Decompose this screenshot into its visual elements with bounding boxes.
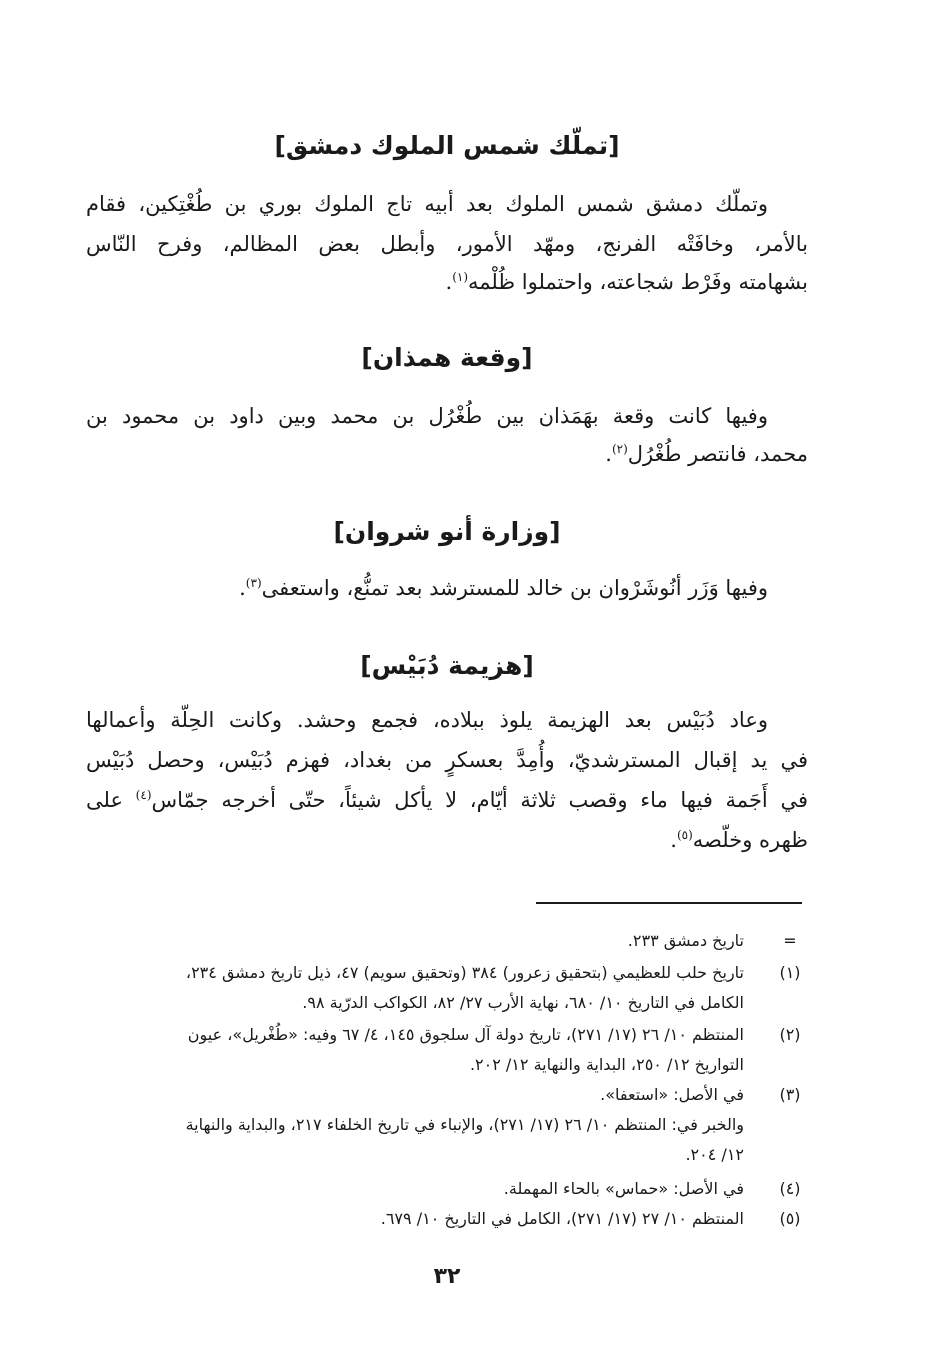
footnote-text: في الأصل: «حماس» بالحاء المهملة. bbox=[503, 1179, 744, 1198]
footnote-text: الكامل في التاريخ ١٠/ ٦٨٠، نهاية الأرب ٢٧/ ٨٢، الكواكب الدرّية ٩٨. bbox=[302, 993, 744, 1012]
page-number: ٣٢ bbox=[433, 1264, 461, 1289]
footnote-ref: (٣) bbox=[245, 576, 262, 590]
footnote-number: (١) bbox=[779, 963, 801, 982]
paragraph-line: بشهامته وفَرْط شجاعته، واحتملوا ظُلْمه$^{(١)}$. bbox=[445, 270, 808, 294]
paragraph-line: ظهره وخلّصه$^{(٥)}$. bbox=[670, 828, 808, 852]
footnote-ref: (٥) bbox=[676, 828, 693, 842]
section-heading: [هزيمة دُبَيْس] bbox=[360, 651, 534, 680]
footnote-divider bbox=[536, 902, 802, 904]
section-heading: [وقعة همذان] bbox=[361, 343, 533, 372]
footnote-number: (٣) bbox=[779, 1085, 801, 1104]
footnote-number: (٢) bbox=[779, 1025, 801, 1044]
paragraph-text: ظهره وخلّصه bbox=[692, 828, 808, 852]
paragraph-line: وتملّك دمشق شمس الملوك بعد أبيه تاج الملوك بوري بن طُغْتِكين، فقام bbox=[86, 192, 768, 216]
footnote-text: ١٢/ ٢٠٤. bbox=[685, 1145, 744, 1164]
section-heading: [تملّك شمس الملوك دمشق] bbox=[274, 131, 620, 160]
book-page bbox=[86, 0, 808, 1368]
paragraph-line: في يد إقبال المسترشديّ، وأُمِدَّ بعسكرٍ من بغداد، فهزم دُبَيْس، وحصل دُبَيْس bbox=[86, 748, 808, 772]
footnote-text: والخبر في: المنتظم ١٠/ ٢٦ (١٧/ ٢٧١)، والإنباء في تاريخ الخلفاء ٢١٧، والبداية والنهاية bbox=[185, 1115, 744, 1134]
footnote-text: المنتظم ١٠/ ٢٦ (١٧/ ٢٧١)، تاريخ دولة آل سلجوق ١٤٥، ٤/ ٦٧ وفيه: «طُغْريل»، عيون bbox=[187, 1025, 744, 1044]
footnote-number: (٥) bbox=[779, 1209, 801, 1228]
paragraph-text: محمد، فانتصر طُغْرُل bbox=[627, 442, 808, 466]
footnote-text: تاريخ حلب للعظيمي (بتحقيق زعرور) ٣٨٤ (وتحقيق سويم) ٤٧، ذيل تاريخ دمشق ٢٣٤، bbox=[185, 963, 744, 982]
footnote-ref: (٤) bbox=[135, 788, 152, 802]
paragraph-line: محمد، فانتصر طُغْرُل$^{(٢)}$. bbox=[605, 442, 808, 466]
paragraph-text: بشهامته وفَرْط شجاعته، واحتملوا ظُلْمه bbox=[468, 270, 808, 294]
footnote-ref: (٢) bbox=[611, 442, 628, 456]
footnote-ref: (١) bbox=[452, 270, 469, 284]
footnote-number: (٤) bbox=[779, 1179, 801, 1198]
footnote-text: التواريخ ١٢/ ٢٥٠، البداية والنهاية ١٢/ ٢٠٢. bbox=[469, 1055, 744, 1074]
paragraph-text: وفيها وَزَر أنُوشَرْوان بن خالد للمسترشد بعد تمنُّع، واستعفى bbox=[261, 576, 768, 600]
paragraph-line: وفيها كانت وقعة بهَمَذان بين طُغْرُل بن محمد وبين داود بن محمود بن bbox=[86, 404, 768, 428]
section-heading: [وزارة أنو شروان] bbox=[333, 517, 561, 546]
paragraph-text: في أَجَمة فيها ماء وقصب ثلاثة أيّام، لا يأكل شيئاً، حتّى أخرجه جمّاس bbox=[151, 788, 808, 812]
paragraph-line: وفيها وَزَر أنُوشَرْوان بن خالد للمسترشد بعد تمنُّع، واستعفى$^{(٣)}$. bbox=[239, 576, 768, 600]
footnote-text: تاريخ دمشق ٢٣٣. bbox=[627, 931, 744, 950]
paragraph-line: بالأمر، وخافَتْه الفرنج، ومهّد الأمور، وأبطل بعض المظالم، وفرح النّاس bbox=[86, 232, 808, 256]
footnote-text: المنتظم ١٠/ ٢٧ (١٧/ ٢٧١)، الكامل في التاريخ ١٠/ ٦٧٩. bbox=[380, 1209, 744, 1228]
paragraph-line bbox=[86, 782, 808, 818]
footnote-text: في الأصل: «استعفا». bbox=[600, 1085, 744, 1104]
footnote-number: = bbox=[783, 931, 797, 950]
paragraph-line: وعاد دُبَيْس بعد الهزيمة يلوذ ببلاده، فجمع وحشد. وكانت الحِلّة وأعمالها bbox=[86, 708, 768, 732]
paragraph-text: على bbox=[86, 788, 136, 812]
